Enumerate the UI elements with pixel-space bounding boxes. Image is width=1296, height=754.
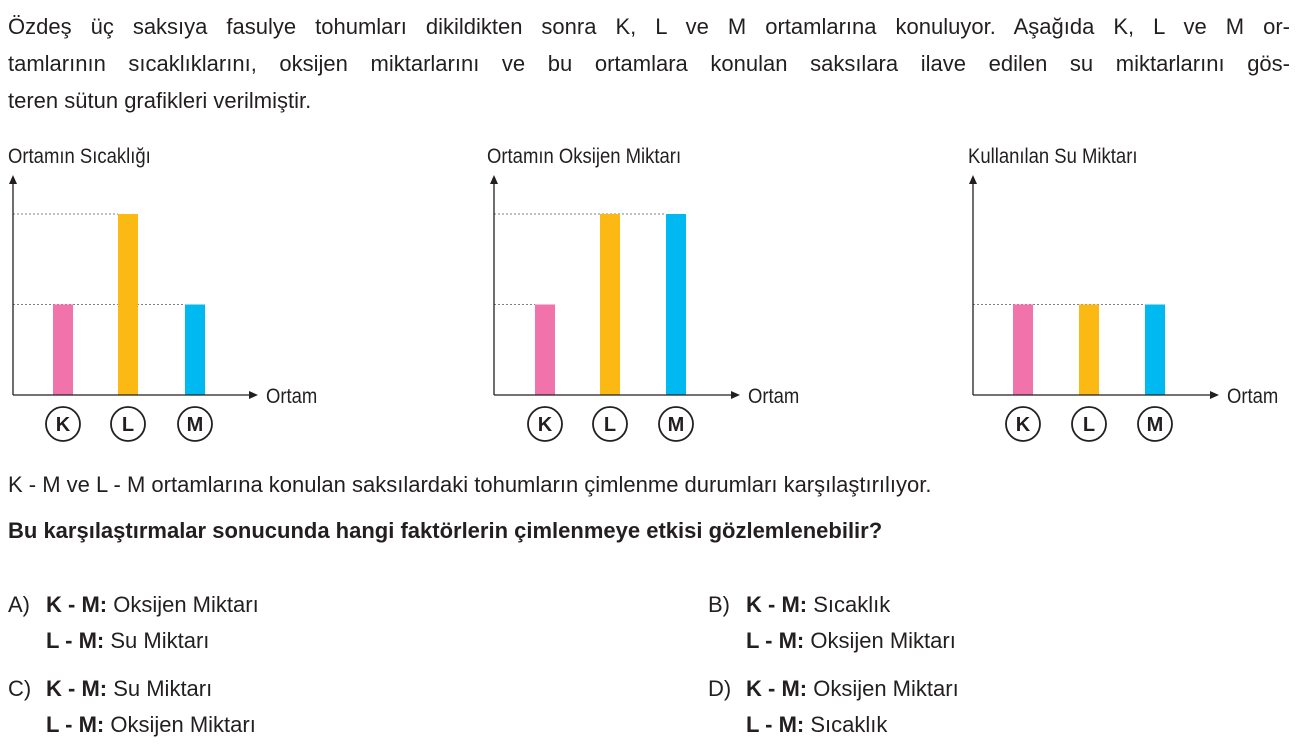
intro-line-2: tamlarının sıcaklıklarını, oksijen miktarlarını ve bu ortamlara konulan saksılara ilave edilen su miktarlarını gös- [8,51,1290,76]
option-b-letter: B) [708,592,730,617]
chart-1-xlabel: Ortam [266,384,318,409]
chart-3-xlabel: Ortam [1227,384,1279,409]
chart-1-ylabel: Ortamın Sıcaklığı [8,145,151,168]
chart-1-bar-k [53,305,73,396]
statement-text: K - M ve L - M ortamlarına konulan saksılardaki tohumların çimlenme durumları karşılaştırılıyor. [8,472,932,497]
chart-3-bar-m [1145,305,1165,396]
option-d-km-text: Oksijen Miktarı [807,676,959,701]
chart-3-tick-label-m: M [1146,414,1164,436]
option-b-lm [746,628,956,654]
option-b-km-text: Sıcaklık [807,592,891,617]
option-a-km-text: Oksijen Miktarı [107,592,259,617]
chart-3-y-arrow-icon [969,175,977,184]
chart-3-x-arrow-icon [1210,391,1219,399]
chart-2-x-arrow-icon [731,391,740,399]
chart-2-xlabel: Ortam [748,384,800,409]
intro-line-3: teren sütun grafikleri verilmiştir. [8,88,312,113]
option-d-lm [746,712,887,738]
chart-1-y-arrow-icon [9,175,17,184]
chart-2-tick-label-l: L [603,414,617,436]
chart-2-bar-k [535,305,555,396]
option-b-km [746,592,890,618]
chart-2-ylabel: Ortamın Oksijen Miktarı [487,145,682,168]
chart-3-tick-label-k: K [1015,414,1031,436]
option-a-lm-label: L - M: [46,628,105,653]
option-c-lm-text: Oksijen Miktarı [104,712,256,737]
option-d-lm-text: Sıcaklık [804,712,888,737]
chart-2-bar-l [600,214,620,395]
question-text: Bu karşılaştırmalar sonucunda hangi faktörlerin çimlenmeye etkisi gözlemlenebilir? [8,518,883,543]
chart-3-ylabel: Kullanılan Su Miktarı [968,145,1138,168]
chart-2-bar-m [666,214,686,395]
chart-2-tick-label-m: M [667,414,685,436]
option-b-lm-text: Oksijen Miktarı [804,628,956,653]
option-d-km-label: K - M: [746,676,808,701]
option-c-km-text: Su Miktarı [107,676,213,701]
option-a-lm [46,628,209,654]
option-a-letter: A) [8,592,30,617]
option-c-lm-label: L - M: [46,712,105,737]
chart-1-bar-m [185,305,205,396]
chart-1-bar-l [118,214,138,395]
chart-3-tick-label-l: L [1082,414,1096,436]
chart-1-tick-label-k: K [55,414,71,436]
option-c-lm [46,712,256,738]
option-d-km [746,676,959,702]
option-c-km-label: K - M: [46,676,108,701]
option-c-km [46,676,212,702]
chart-1-x-arrow-icon [249,391,258,399]
intro-line-1: Özdeş üç saksıya fasulye tohumları dikildikten sonra K, L ve M ortamlarına konuluyor. Aşağıda K, L ve M or- [8,14,1290,39]
option-a-km-label: K - M: [46,592,108,617]
chart-2-tick-label-k: K [537,414,553,436]
chart-2-y-arrow-icon [490,175,498,184]
option-d-lm-label: L - M: [746,712,805,737]
option-c-letter: C) [8,676,32,701]
chart-3-bar-k [1013,305,1033,396]
option-b-lm-label: L - M: [746,628,805,653]
option-a-lm-text: Su Miktarı [104,628,210,653]
option-d-letter: D) [708,676,732,701]
chart-1-tick-label-m: M [186,414,204,436]
option-a-km [46,592,259,618]
chart-1-tick-label-l: L [121,414,135,436]
option-b-km-label: K - M: [746,592,808,617]
chart-3-bar-l [1079,305,1099,396]
